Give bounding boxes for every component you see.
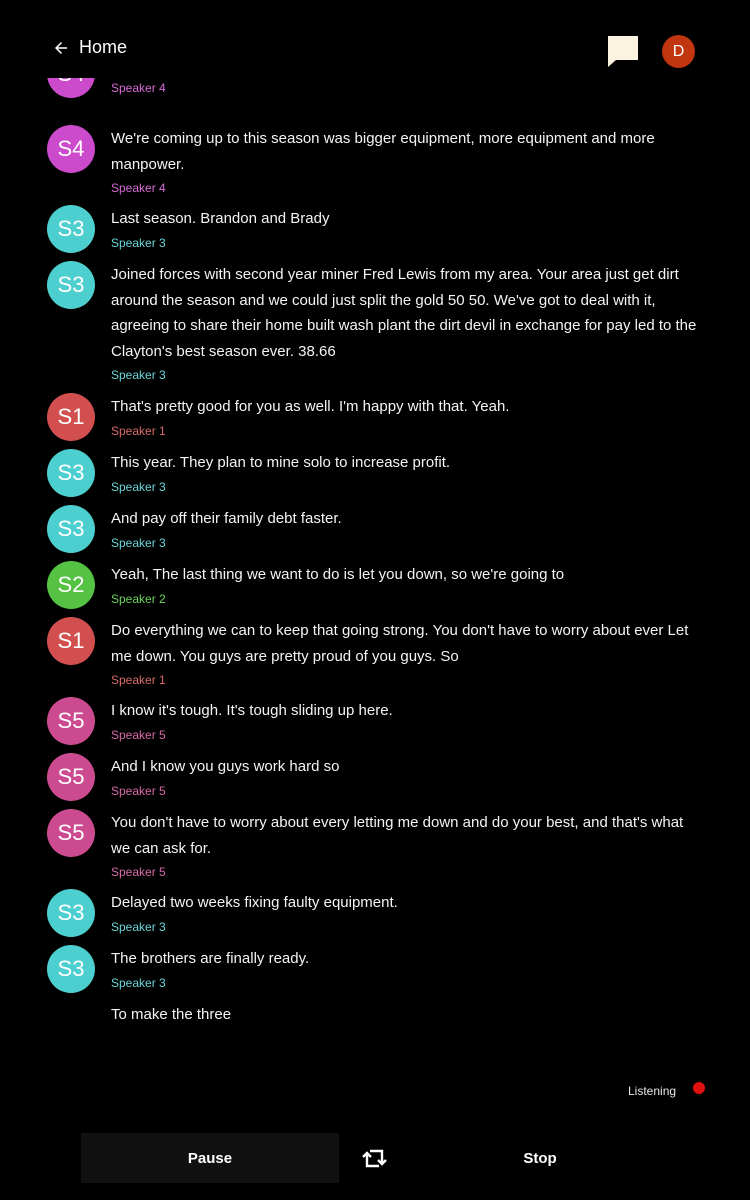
message-text: I know it's tough. It's tough sliding up here. (111, 702, 393, 719)
speaker-avatar: S1 (47, 393, 95, 441)
message-text: Yeah, The last thing we want to do is let you down, so we're going to (111, 566, 565, 583)
speaker-label: Speaker 4 (111, 181, 166, 195)
speaker-label: Speaker 5 (111, 783, 166, 798)
message-text: Joined forces with second year miner Fred Lewis from my area. Your area just get dirt around the season and we could just split the gold 50 50. We've got to deal with it, agreeing to share their home built wash plant the dirt devil in exchange for pay led to the Clayton's best season ever. 38.66 (111, 266, 697, 360)
back-label: Home (79, 37, 128, 57)
pause-label: Pause (187, 1149, 233, 1167)
speaker-avatar: S5 (47, 697, 95, 745)
stop-button[interactable] (410, 1133, 670, 1183)
message-text: Do everything we can to keep that going strong. You don't have to worry about ever Let me down. You guys are pretty proud of you guys. So (111, 622, 689, 665)
user-initial: D (672, 42, 685, 60)
speaker-label: Speaker 1 (111, 673, 166, 687)
user-avatar[interactable] (662, 35, 695, 68)
speaker-avatar: S4 (47, 125, 95, 173)
message-text: You don't have to worry about every letting me down and do your best, and that's what we can ask for. (111, 814, 684, 857)
transcript-list[interactable] (0, 70, 750, 1030)
speaker-avatar: S2 (47, 561, 95, 609)
speaker-avatar: S3 (47, 261, 95, 309)
speaker-avatar: S5 (47, 809, 95, 857)
listening-status: Listening (628, 1084, 677, 1098)
message-text: That's pretty good for you as well. I'm happy with that. Yeah. (111, 398, 510, 415)
message-text: Last season. Brandon and Brady (111, 210, 330, 227)
stop-label: Stop (523, 1149, 557, 1167)
back-button[interactable] (52, 37, 127, 58)
speaker-label: Speaker 3 (111, 535, 166, 550)
speaker-label: Speaker 3 (111, 919, 166, 934)
speaker-avatar: S5 (47, 753, 95, 801)
recording-indicator (693, 1082, 705, 1094)
speaker-avatar: S3 (47, 449, 95, 497)
message-text: This year. They plan to mine solo to increase profit. (111, 454, 451, 471)
speaker-avatar: S3 (47, 945, 95, 993)
speaker-label: Speaker 5 (111, 727, 166, 742)
speaker-avatar: S3 (47, 205, 95, 253)
speaker-label: Speaker 3 (111, 368, 166, 382)
pause-button[interactable] (81, 1133, 339, 1183)
speaker-avatar: S1 (47, 617, 95, 665)
speaker-avatar: S3 (47, 505, 95, 553)
swap-cycle-icon[interactable] (361, 1145, 388, 1172)
message-text: And pay off their family debt faster. (111, 510, 342, 527)
speaker-label: Speaker 1 (111, 423, 166, 438)
message-text: And I know you guys work hard so (111, 758, 340, 775)
message-text: Delayed two weeks fixing faulty equipment. (111, 894, 398, 911)
speaker-label: Speaker 3 (111, 235, 166, 250)
message-text: We're coming up to this season was bigger equipment, more equipment and more manpower. (111, 130, 655, 173)
app-header (0, 0, 750, 78)
speaker-label: Speaker 2 (111, 591, 166, 606)
chat-bubble-icon[interactable] (607, 35, 639, 67)
message-text: The brothers are finally ready. (111, 950, 310, 967)
arrow-left-icon (52, 39, 70, 57)
speaker-label: Speaker 3 (111, 479, 166, 494)
speaker-label: Speaker 3 (111, 975, 166, 990)
message-text: To make the three (111, 1006, 232, 1023)
speaker-avatar: S3 (47, 889, 95, 937)
speaker-label: Speaker 5 (111, 865, 166, 879)
speaker-label: Speaker 4 (111, 80, 166, 95)
